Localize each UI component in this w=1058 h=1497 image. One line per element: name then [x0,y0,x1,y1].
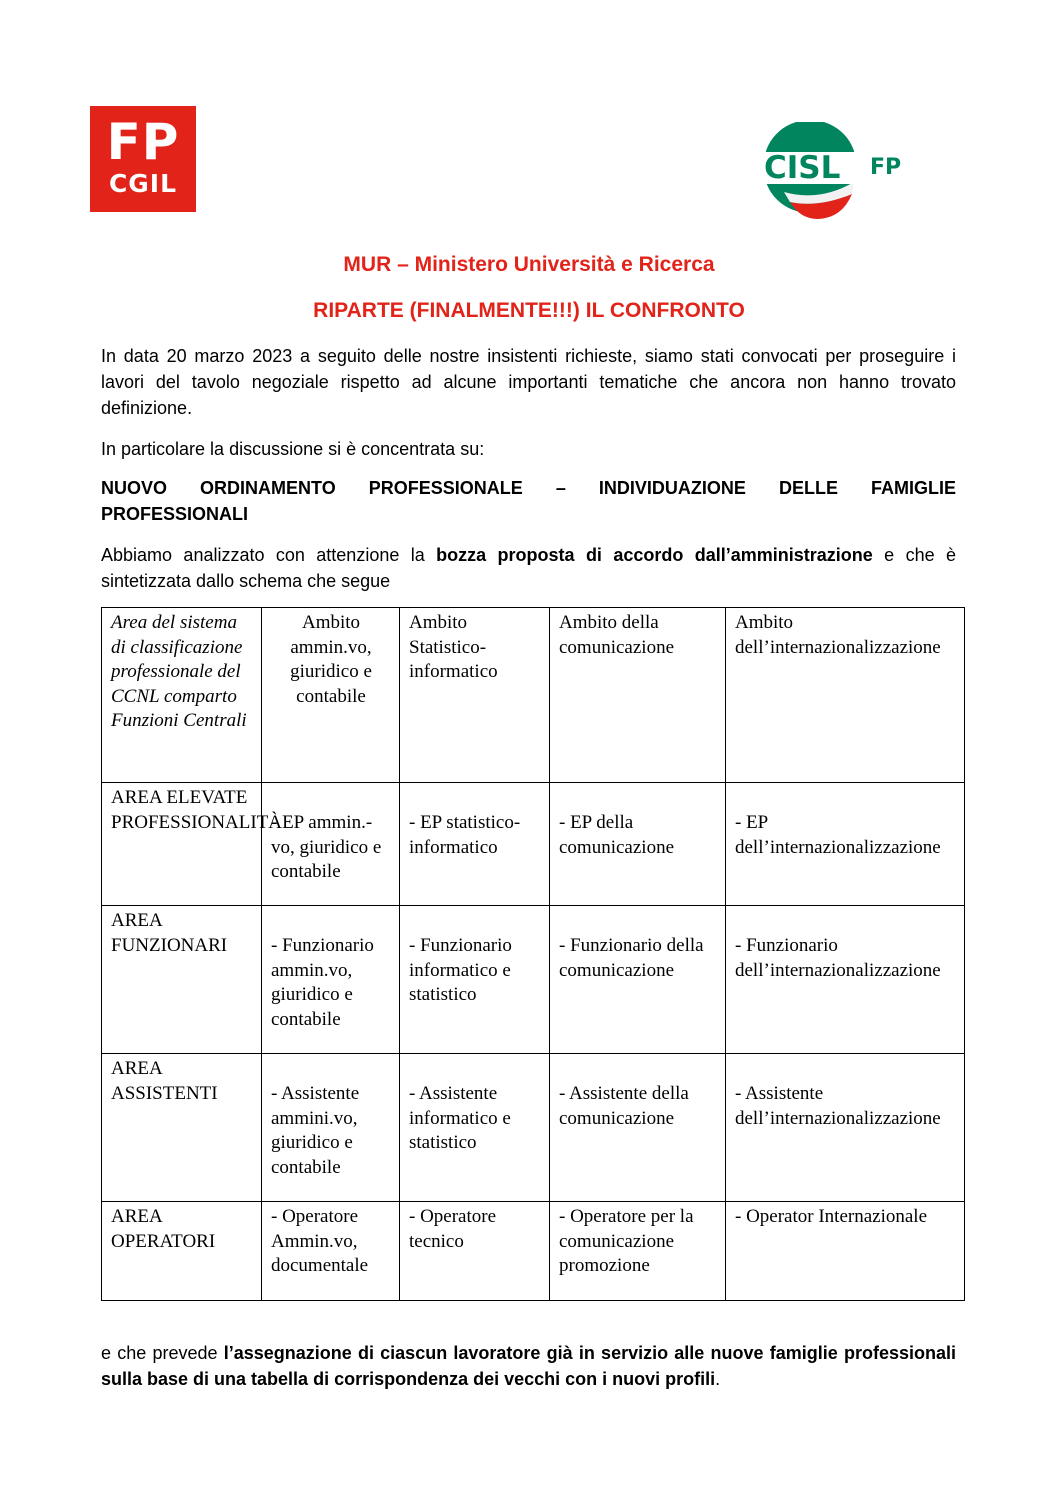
conclusion-text-2: . [715,1369,721,1389]
table-cell: - EP dell’internazionalizzazione [726,783,965,906]
classification-table [101,607,965,1301]
conclusion-text-1: e che prevede [101,1343,224,1363]
table-row [102,783,965,906]
table-cell: AREA FUNZIONARI [102,906,262,1054]
table-cell: - Assistente ammini.vo, giuridico e contabile [262,1054,400,1202]
table-header-cell: Ambito Statistico- informatico [400,608,550,783]
table-cell: - EP della comunicazione [550,783,726,906]
fp-cgil-logo-fp: FP [106,113,180,171]
table-cell: AREA OPERATORI [102,1202,262,1301]
cisl-fp-logo-cisl: CISL [764,150,841,186]
table-header-cell: Ambito dell’internazionalizzazione [726,608,965,783]
conclusion-bold: l’assegnazione di ciascun lavoratore già in servizio alle nuove famiglie professionali sulla base di una tabella di corrispondenza dei vecchi con i nuovi profili [101,1343,956,1389]
cisl-fp-logo-fp: FP [870,155,902,180]
analysis-text-2: e che è sintetizzata dallo schema che segue [101,545,957,591]
table-cell: AREA ELEVATE PROFESSIONALITÀ [102,783,262,906]
intro-paragraph: In data 20 marzo 2023 a seguito delle nostre insistenti richieste, siamo stati convocati per proseguire i lavori del tavolo negoziale rispetto ad alcune importanti tematiche che ancora non hanno trovato definizione. [101,346,956,418]
table-cell: - EP ammin.-vo, giuridico e contabile [262,783,400,906]
table-cell: - EP statistico-informatico [400,783,550,906]
section-heading-line1: NUOVO ORDINAMENTO PROFESSIONALE – INDIVIDUAZIONE DELLE FAMIGLIE [101,478,956,498]
table-cell: AREA ASSISTENTI [102,1054,262,1202]
table-cell: - Funzionario dell’internazionalizzazione [726,906,965,1054]
table-cell: - Operator Internazionale [726,1202,965,1301]
fp-cgil-logo [90,106,196,212]
table-cell: - Funzionario ammin.vo, giuridico e contabile [262,906,400,1054]
analysis-paragraph [101,542,956,594]
table-row [102,906,965,1054]
conclusion-paragraph [101,1340,956,1392]
table-cell: - Assistente della comunicazione [550,1054,726,1202]
table-header-cell: Area del sistema di classificazione professionale del CCNL comparto Funzioni Centrali [102,608,262,783]
analysis-text-1: Abbiamo analizzato con attenzione la [101,545,437,565]
analysis-bold: bozza proposta di accordo dall’amministrazione [436,545,873,565]
table-header-row [102,608,965,783]
table-row [102,1202,965,1301]
table-cell: - Operatore Ammin.vo, documentale [262,1202,400,1301]
title-riparte: RIPARTE (FINALMENTE!!!) IL CONFRONTO [313,299,745,322]
table-cell: - Funzionario informatico e statistico [400,906,550,1054]
table-cell: - Funzionario della comunicazione [550,906,726,1054]
table-cell: - Assistente dell’internazionalizzazione [726,1054,965,1202]
table-cell: - Operatore tecnico [400,1202,550,1301]
fp-cgil-logo-cgil: CGIL [108,169,178,198]
table-row [102,1054,965,1202]
table-header-cell: Ambito della comunicazione [550,608,726,783]
table-cell: - Operatore per la comunicazione promozione [550,1202,726,1301]
cisl-fp-logo [760,122,920,222]
table-header-cell: Ambito ammin.vo, giuridico e contabile [262,608,400,783]
table-cell: - Assistente informatico e statistico [400,1054,550,1202]
focus-paragraph: In particolare la discussione si è concentrata su: [101,439,485,459]
section-heading [101,475,956,527]
section-heading-line2: PROFESSIONALI [101,504,249,524]
title-mur: MUR – Ministero Università e Ricerca [343,253,715,276]
